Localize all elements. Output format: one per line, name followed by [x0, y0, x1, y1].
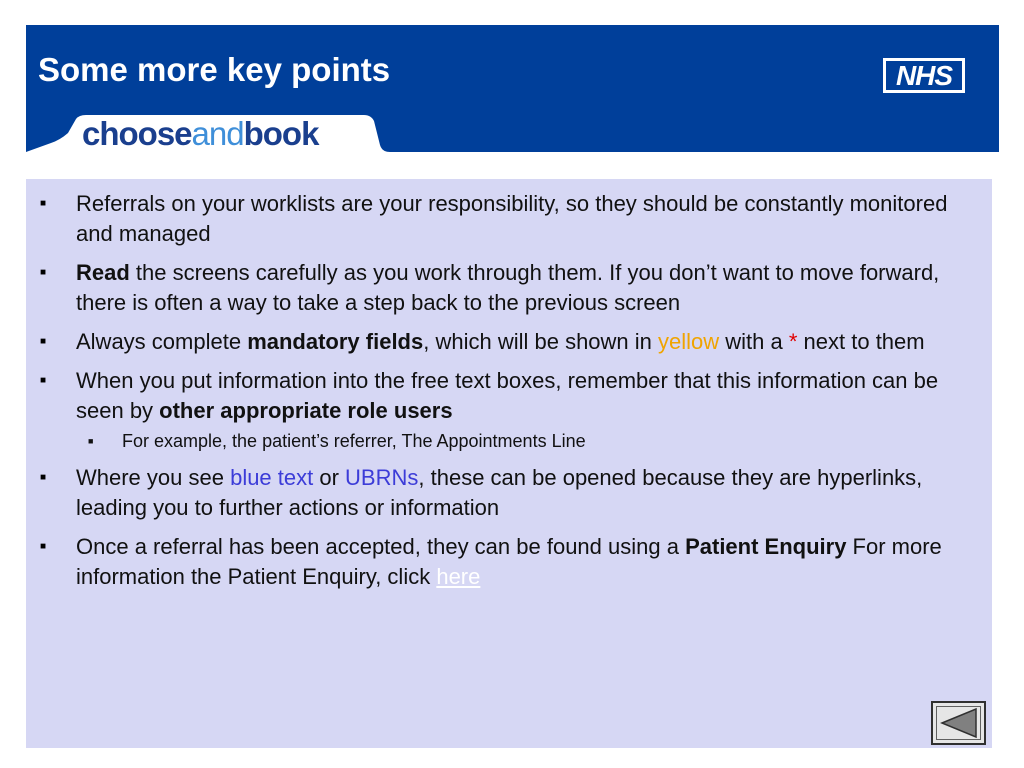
- ubrns-text-example: UBRNs: [345, 465, 419, 490]
- list-item: ■ Always complete mandatory fields, which will be shown in yellow with a * next to them: [38, 327, 978, 357]
- list-item: ■ Once a referral has been accepted, they can be found using a Patient Enquiry For more information the Patient Enquiry, click here: [38, 532, 978, 592]
- bullet-list: [38, 189, 978, 601]
- choose-and-book-logo: chooseandbook: [82, 115, 319, 152]
- list-item: ■ Referrals on your worklists are your responsibility, so they should be constantly monitored and managed: [38, 189, 978, 249]
- page-title: Some more key points: [38, 51, 391, 88]
- list-item: ■ Where you see blue text or UBRNs, these can be opened because they are hyperlinks, leading you to further actions or information: [38, 463, 978, 523]
- back-button[interactable]: [931, 701, 986, 745]
- header-banner: [26, 25, 999, 152]
- here-link[interactable]: here: [436, 564, 481, 589]
- content-panel: [26, 179, 992, 748]
- sub-bullet-list: [76, 428, 978, 454]
- yellow-text: yellow: [658, 329, 720, 354]
- mandatory-star: *: [788, 329, 798, 354]
- list-item: ■ Read the screens carefully as you work through them. If you don’t want to move forward, there is often a way to take a step back to the previous screen: [38, 258, 978, 318]
- nhs-logo-text: NHS: [886, 61, 962, 90]
- nhs-logo: [883, 58, 965, 93]
- blue-text-example: blue text: [230, 465, 314, 490]
- sub-list-item: ■ For example, the patient’s referrer, The Appointments Line: [76, 428, 978, 454]
- list-item: ■ When you put information into the free text boxes, remember that this information can be seen by other appropriate role users ■ For example, the patient’s referrer, The Appointments Line: [38, 366, 978, 454]
- triangle-left-icon: [933, 703, 984, 743]
